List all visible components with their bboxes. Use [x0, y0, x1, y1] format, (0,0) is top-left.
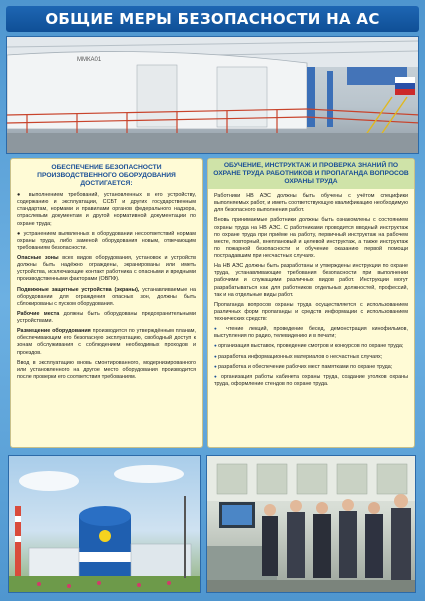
right-bullet-3: ● разработка информационных материалов о несчастных случаях;	[214, 354, 408, 361]
left-text-3: всех видов оборудования, установок и устройств должны быть надёжно ограждены, экранированы или иметь устройства, исключающие контакт работника с опасными и вредными производственными факторами (ОВПФ).	[17, 255, 197, 283]
right-paragraph-1: Работники НВ АЭС должны быть обучены с учётом специфики выполняемых работ, и иметь соответствующую квалификацию необходимую для безопасного выполнения работ.	[214, 193, 408, 214]
left-text-6: производится по утверждённым планам, обеспечивающим его безопасную эксплуатацию, свободный доступ к зонам обслуживания с соблюдением необходимых проходов и проездов.	[17, 328, 197, 356]
right-bullet-5: ● организация работы кабинета охраны труда, создание уголков охраны труда, оформление стендов по охране труда.	[214, 374, 408, 388]
equipment-safety-heading: ОБЕСПЕЧЕНИЕ БЕЗОПАСНОСТИ ПРОИЗВОДСТВЕННОГО ОБОРУДОВАНИЯ ДОСТИГАЕТСЯ:	[37, 164, 176, 188]
right-bullet-2: ● организация выставок, проведение смотров и конкурсов по охране труда;	[214, 343, 408, 350]
left-paragraph-7: Ввод в эксплуатацию вновь смонтированного, модернизированного или установленного на другое место оборудования производится после проверки его соответствия требованиям.	[17, 359, 196, 380]
reactor-building-illustration	[9, 456, 201, 593]
left-paragraph-2: ● устранением выявленных в оборудовании несоответствий нормам охраны труда, либо заменой оборудования новым, отвечающим требованиям безопасности.	[17, 230, 196, 251]
left-paragraph-1: ● выполнением требований, установленных в его устройству, содержанию и эксплуатации, ССБТ и других государственным стандартам, нормами и правилами органов федерального надзора, отраслевым документам и другой нормативной документации по охране труда;	[17, 192, 196, 227]
turbine-hall-image	[6, 36, 419, 154]
left-text-4: устанавливаемые на оборудовании для ограждения опасных зон, должны быть сблокированы с пуском оборудования.	[17, 286, 196, 307]
title-bar	[6, 6, 419, 32]
left-paragraph-4	[17, 287, 196, 308]
right-paragraph-2: Вновь принимаемые работники должны быть ознакомлены с состоянием охраны труда на НВ АЭС. С работниками проводится вводный инструктаж по охране труда при приёме на работу, первичный инструктаж на рабочем месте, повторный, внеплановый и целевой инструктаж, а также инструктаж по пожарной безопасности и обучение оказанию первой помощи пострадавшим при несчастных случаях.	[214, 217, 408, 260]
equipment-safety-panel	[10, 158, 203, 448]
training-heading: ОБУЧЕНИЕ, ИНСТРУКТАЖ И ПРОВЕРКА ЗНАНИЙ ПО ОХРАНЕ ТРУДА РАБОТНИКОВ И ПРОПАГАНДА ВОПРОСОВ ОХРАНЫ ТРУДА	[208, 159, 414, 189]
right-paragraph-4: Пропаганда вопросов охраны труда осуществляется с использованием различных форм пропаганды и средств информации с использованием технических средств:	[214, 301, 408, 323]
left-paragraph-5	[17, 311, 196, 325]
left-term-3: Опасные зоны	[17, 255, 59, 262]
turbine-label: ММКА01	[77, 57, 102, 63]
left-paragraph-6	[17, 328, 196, 357]
left-term-4: Подвижные защитные устройства (экраны),	[17, 286, 140, 293]
left-term-6: Размещение оборудования	[17, 328, 91, 335]
turbine-hall-illustration	[7, 37, 419, 154]
right-paragraph-3: На НВ АЭС должны быть разработаны и утверждены инструкции по охране труда, устанавливающие требования безопасности при выполнении рабочими и служащими различных видов работ. Инструкции могут разрабатываться как для работников отдельных должностей, профессий, так и на отдельные виды работ.	[214, 263, 408, 298]
page-title: ОБЩИЕ МЕРЫ БЕЗОПАСНОСТИ НА АС	[45, 10, 380, 28]
left-text-5: должны быть оборудованы предохранительными устройствами.	[17, 310, 196, 325]
training-panel	[207, 158, 415, 448]
control-room-image	[206, 455, 416, 593]
right-bullet-1: ● чтение лекций, проведение бесед, демонстрация кинофильмов, выступления по радио, телевидению и в печати;	[214, 326, 408, 340]
left-term-5: Рабочие места	[17, 310, 60, 317]
right-bullet-4: ● разработка и обеспечение рабочих мест памятками по охране труда;	[214, 364, 408, 371]
left-paragraph-3	[17, 255, 196, 284]
reactor-building-image	[8, 455, 201, 593]
control-room-illustration	[207, 456, 416, 593]
